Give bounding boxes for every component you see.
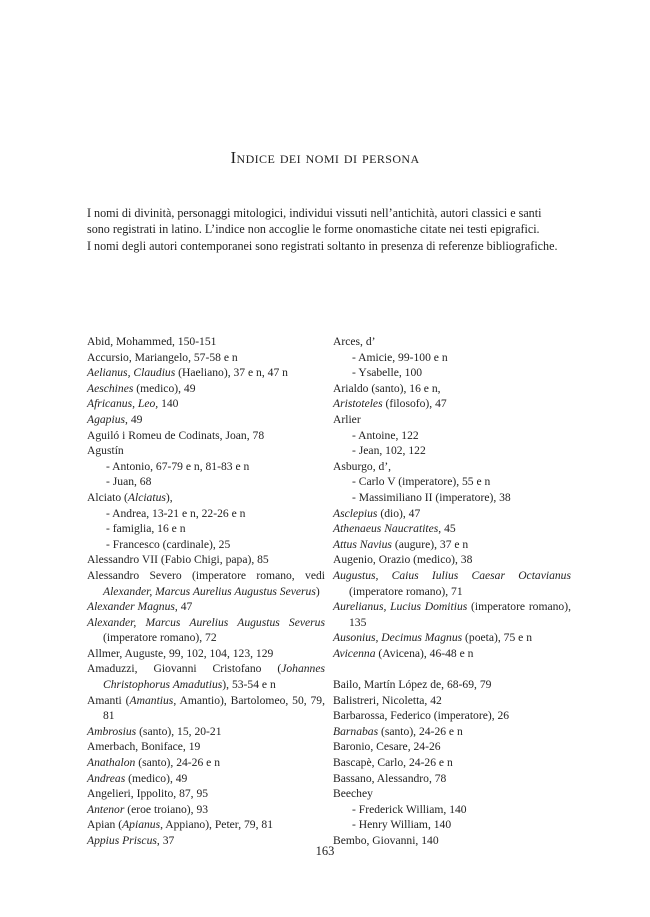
entry-text: (Haeliano), 37 e n, 47 n xyxy=(175,366,288,380)
index-entry xyxy=(87,661,325,692)
latin-name: Asclepius xyxy=(333,506,378,520)
entry-text: (poeta), 75 e n xyxy=(462,631,532,645)
index-entry xyxy=(87,568,325,599)
index-subentry: - Henry William, 140 xyxy=(352,818,452,832)
index-subentry: - Andrea, 13-21 e n, 22-26 e n xyxy=(106,506,246,520)
index-subentry: - Antonio, 67-79 e n, 81-83 e n xyxy=(106,459,250,473)
latin-name: Apianus xyxy=(122,818,161,832)
index-entry: Augenio, Orazio (medico), 38 xyxy=(333,553,473,567)
entry-text: , Amantio), Bartolomeo, 50, 79, 81 xyxy=(103,693,325,723)
latin-name: Barnabas xyxy=(333,724,379,738)
index-entry xyxy=(333,724,571,740)
entry-text: (dio), 47 xyxy=(377,506,421,520)
index-entry xyxy=(87,490,325,506)
latin-name: Johannes Christophorus Amadutius xyxy=(103,662,325,692)
latin-name: Augustus, Caius Iulius Caesar Octavianus xyxy=(333,568,571,582)
index-entry xyxy=(87,365,325,381)
entry-text: (eroe troiano), 93 xyxy=(124,802,209,816)
index-entry: Balistreri, Nicoletta, 42 xyxy=(333,693,442,707)
entry-text: Alciato ( xyxy=(87,490,128,504)
index-introduction xyxy=(87,205,567,254)
index-subentry: - famiglia, 16 e n xyxy=(106,522,186,536)
entry-text: Amaduzzi, Giovanni Cristofano ( xyxy=(87,662,282,676)
intro-line: I nomi di divinità, personaggi mitologici, individui vissuti nell’antichità, autori classici e santi xyxy=(87,206,542,220)
entry-text: (imperatore romano), 72 xyxy=(103,631,217,645)
index-entry xyxy=(87,599,325,615)
entry-text: Amanti ( xyxy=(87,693,130,707)
entry-text: (santo), 15, 20-21 xyxy=(136,724,222,738)
index-entry: Arlier xyxy=(333,412,361,426)
entry-text: , 49 xyxy=(125,412,143,426)
index-title: Indice dei nomi di persona xyxy=(230,148,420,167)
index-entry: Abid, Mohammed, 150-151 xyxy=(87,335,217,348)
index-entry: Amerbach, Boniface, 19 xyxy=(87,740,201,754)
index-entry: Asburgo, d’, xyxy=(333,459,392,473)
index-entry: Barbarossa, Federico (imperatore), 26 xyxy=(333,709,510,723)
entry-text: ), xyxy=(165,490,173,504)
index-entry: Bascapè, Carlo, 24-26 e n xyxy=(333,756,453,770)
latin-name: Agapius xyxy=(87,412,126,426)
entry-text: ) xyxy=(315,584,320,598)
intro-line: I nomi degli autori contemporanei sono registrati soltanto in presenza di referenze bibliografiche. xyxy=(87,238,558,253)
latin-name: Avicenna xyxy=(333,646,376,660)
index-entry xyxy=(333,506,571,522)
entry-text: 140 xyxy=(158,397,179,411)
index-subentry: - Juan, 68 xyxy=(106,475,152,489)
entry-text: , Appiano), Peter, 79, 81 xyxy=(160,818,273,832)
index-subentry: - Frederick William, 140 xyxy=(352,802,467,816)
entry-text: Apian ( xyxy=(87,818,123,832)
index-entry xyxy=(87,412,325,428)
entry-text: (medico), 49 xyxy=(125,771,188,785)
index-entry: Bailo, Martín López de, 68-69, 79 xyxy=(333,678,492,692)
latin-name: Ambrosius xyxy=(87,724,137,738)
index-column-right xyxy=(333,334,571,849)
page-number: 163 xyxy=(315,844,335,858)
index-entry xyxy=(333,630,571,646)
index-entry xyxy=(87,693,325,724)
latin-name: Athenaeus Naucratites xyxy=(333,522,439,536)
index-entry xyxy=(87,615,325,646)
latin-name: Aeschines xyxy=(87,381,134,395)
entry-text: ), 53-54 e n xyxy=(222,678,276,692)
latin-name: Amantius xyxy=(129,693,174,707)
latin-name: Appius Priscus xyxy=(87,834,157,847)
entry-text: (santo), 24-26 e n xyxy=(135,756,220,770)
index-entry xyxy=(333,521,571,537)
latin-name: Aurelianus, Lucius Domitius xyxy=(333,600,468,614)
intro-line: sono registrati in latino. L’indice non accoglie le forme onomastiche citate nei testi epigrafici. xyxy=(87,222,540,237)
index-entry: Aguiló i Romeu de Codinats, Joan, 78 xyxy=(87,428,265,442)
entry-text: (medico), 49 xyxy=(133,381,196,395)
latin-name: Aristoteles xyxy=(333,397,383,411)
index-entry: Accursio, Mariangelo, 57-58 e n xyxy=(87,350,238,364)
index-entry: Allmer, Auguste, 99, 102, 104, 123, 129 xyxy=(87,646,274,660)
index-entry: Agustín xyxy=(87,444,124,458)
index-entry xyxy=(333,537,571,553)
latin-name: Alciatus xyxy=(127,490,166,504)
index-subentry: - Francesco (cardinale), 25 xyxy=(106,537,231,551)
index-entry xyxy=(87,396,325,412)
index-entry xyxy=(87,817,325,833)
index-subentry: - Ysabelle, 100 xyxy=(352,366,423,380)
index-entry: Bembo, Giovanni, 140 xyxy=(333,834,439,847)
latin-name: Alexander Magnus xyxy=(87,600,175,614)
index-entry: Alessandro VII (Fabio Chigi, papa), 85 xyxy=(87,553,269,567)
entry-text: (Avicena), 46-48 e n xyxy=(375,646,474,660)
index-entry: Beechey xyxy=(333,787,373,801)
index-entry: Arialdo (santo), 16 e n, xyxy=(333,381,441,395)
index-entry: Angelieri, Ippolito, 87, 95 xyxy=(87,787,209,801)
entry-text: (imperatore romano), 71 xyxy=(349,584,463,598)
latin-name: Alexander, Marcus Aurelius Augustus Severus xyxy=(103,584,316,598)
entry-text: , 45 xyxy=(438,522,456,536)
index-entry xyxy=(333,646,571,662)
index-subentry: - Carlo V (imperatore), 55 e n xyxy=(352,475,491,489)
index-subentry: - Massimiliano II (imperatore), 38 xyxy=(352,490,511,504)
index-subentry: - Amicie, 99-100 e n xyxy=(352,350,448,364)
index-column-left xyxy=(87,334,325,849)
entry-text: (filosofo), 47 xyxy=(382,397,447,411)
index-entry: Baronio, Cesare, 24-26 xyxy=(333,740,441,754)
latin-name: Alexander, Marcus Aurelius Augustus Severus xyxy=(87,615,325,629)
letter-group-separator xyxy=(333,661,571,677)
index-entry: Arces, d’ xyxy=(333,335,376,348)
index-entry xyxy=(87,771,325,787)
latin-name: Antenor xyxy=(87,802,125,816)
latin-name: Africanus, Leo, xyxy=(87,397,159,411)
latin-name: Ausonius, Decimus Magnus xyxy=(333,631,463,645)
latin-name: Attus Navius xyxy=(333,537,392,551)
index-entry xyxy=(87,381,325,397)
index-entry: Bassano, Alessandro, 78 xyxy=(333,771,447,785)
index-entry xyxy=(333,599,571,630)
index-entry xyxy=(87,724,325,740)
entry-text: , 47 xyxy=(174,600,193,614)
latin-name: Anathalon xyxy=(87,756,136,770)
index-entry xyxy=(87,802,325,818)
index-entry xyxy=(333,396,571,412)
latin-name: Aelianus, Claudius xyxy=(87,366,176,380)
entry-text: (imperatore romano), 135 xyxy=(349,600,571,629)
index-entry xyxy=(87,755,325,771)
entry-text: (santo), 24-26 e n xyxy=(378,724,463,738)
index-entry xyxy=(333,568,571,599)
index-subentry: - Jean, 102, 122 xyxy=(352,444,426,458)
entry-text: (augure), 37 e n xyxy=(391,537,469,551)
entry-text: Alessandro Severo (imperatore romano, vedi xyxy=(87,568,325,582)
latin-name: Andreas xyxy=(87,771,126,785)
index-subentry: - Antoine, 122 xyxy=(352,428,419,442)
entry-text: , 37 xyxy=(156,834,175,847)
